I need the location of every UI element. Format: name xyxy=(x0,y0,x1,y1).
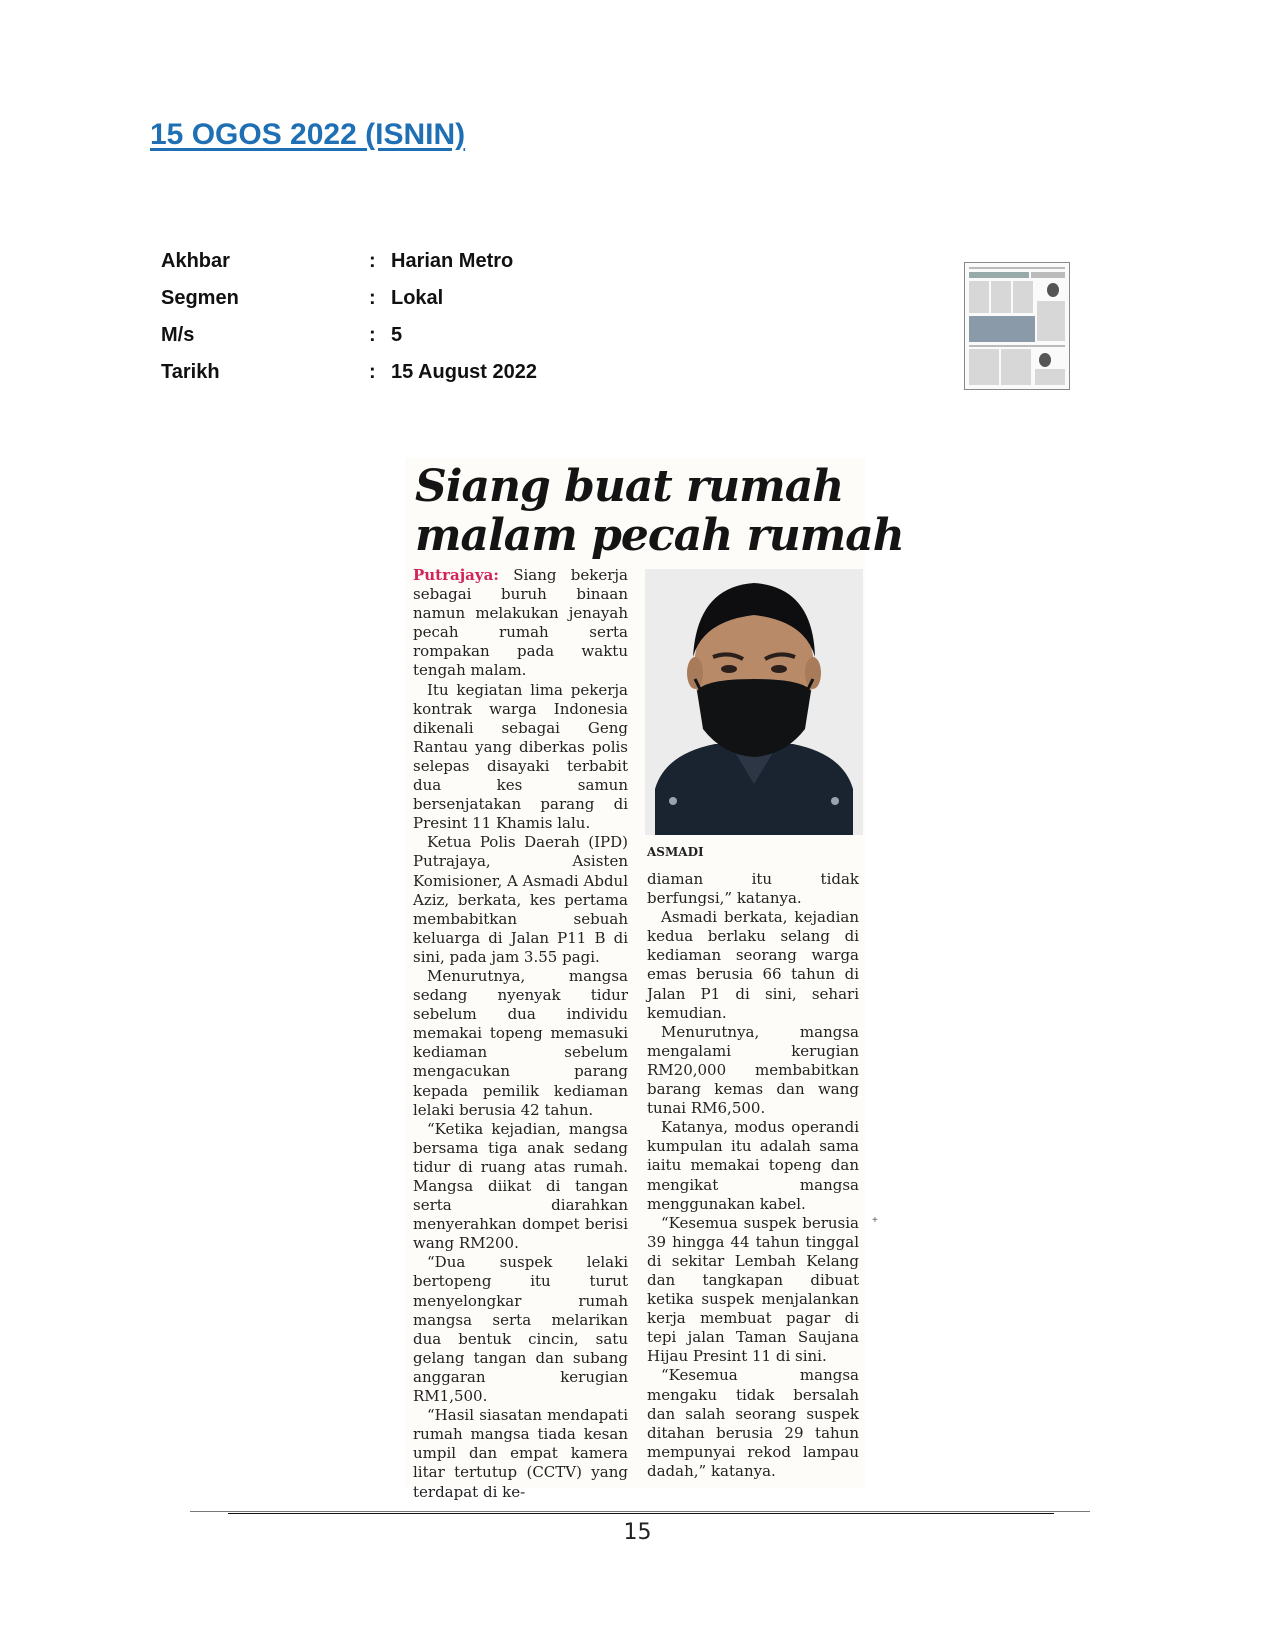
meta-label: Segmen xyxy=(161,287,239,309)
meta-label: Akhbar xyxy=(161,250,230,272)
newspaper-clipping xyxy=(405,458,904,1501)
footer-divider xyxy=(190,1511,1090,1512)
meta-separator: : xyxy=(369,324,376,346)
footer-divider-inner xyxy=(228,1513,1054,1514)
article-dateline: Putrajaya: xyxy=(413,566,499,584)
article-paragraph: Ketua Polis Daerah (IPD) Putrajaya, Asisten Komisioner, A Asmadi Abdul Aziz, berkata, kes pertama membabitkan sebuah keluarga di Jalan P11 B di sini, pada jam 3.55 pagi. xyxy=(413,833,628,966)
article-paragraph: Asmadi berkata, kejadian kedua berlaku selang di kediaman seorang warga emas berusia 66 tahun di Jalan P1 di sini, sehari kemudian. xyxy=(647,908,859,1022)
meta-row-tarikh xyxy=(161,361,537,398)
headline-line-2: malam pecah rumah xyxy=(415,510,904,561)
meta-row-akhbar xyxy=(161,250,537,287)
article-paragraph: Itu kegiatan lima pekerja kontrak warga Indonesia dikenali sebagai Geng Rantau yang diberkas polis selepas disayaki terbabit dua kes samun bersenjatakan parang di Presint 11 Khamis lalu. xyxy=(413,680,628,833)
page-date-heading: 15 OGOS 2022 (ISNIN) xyxy=(150,118,466,151)
article-paragraph: “Kesemua suspek berusia 39 hingga 44 tahun tinggal di sekitar Lembah Kelang dan tangkapan dibuat ketika suspek menjalankan kerja membuat pagar di tepi jalan Taman Saujana Hijau Presint 11 di sini. xyxy=(647,1213,859,1366)
meta-value: Lokal xyxy=(391,287,444,309)
meta-separator: : xyxy=(369,250,376,272)
crop-mark: + xyxy=(872,1215,878,1226)
article-column-left xyxy=(413,566,628,1502)
meta-value: Harian Metro xyxy=(391,250,514,272)
meta-value: 15 August 2022 xyxy=(391,361,537,383)
article-metadata xyxy=(161,250,537,398)
officer-photo xyxy=(645,569,863,835)
meta-label: M/s xyxy=(161,324,195,346)
article-paragraph: “Ketika kejadian, mangsa bersama tiga anak sedang tidur di ruang atas rumah. Mangsa diikat di tangan serta diarahkan menyerahkan dompet berisi wang RM200. xyxy=(413,1119,628,1253)
meta-separator: : xyxy=(369,361,376,383)
headline-line-1: Siang buat rumah xyxy=(415,461,844,512)
article-paragraph: diaman itu tidak berfungsi,” katanya. xyxy=(647,870,859,908)
article-paragraph: Menurutnya, mangsa sedang nyenyak tidur sebelum dua individu memakai topeng memasuki kediaman sebelum mengacukan parang kepada pemilik kediaman lelaki berusia 42 tahun. xyxy=(413,966,628,1119)
meta-separator: : xyxy=(369,287,376,309)
article-paragraph: “Hasil siasatan mendapati rumah mangsa tiada kesan umpil dan empat kamera litar tertutup (CCTV) yang terdapat di ke- xyxy=(413,1406,628,1501)
officer-portrait-image xyxy=(645,569,863,835)
page-number: 15 xyxy=(623,1520,652,1545)
article-paragraph: “Dua suspek lelaki bertopeng itu turut menyelongkar rumah mangsa serta melarikan dua bentuk cincin, satu gelang tangan dan subang anggaran kerugian RM1,500. xyxy=(413,1253,628,1406)
meta-label: Tarikh xyxy=(161,361,220,383)
meta-row-ms xyxy=(161,324,537,361)
article-paragraph: Katanya, modus operandi kumpulan itu adalah sama iaitu memakai topeng dan mengikat mangsa menggunakan kabel. xyxy=(647,1118,859,1213)
article-paragraph: “Kesemua mangsa mengaku tidak bersalah dan salah seorang suspek ditahan berusia 29 tahun mempunyai rekod lampau dadah,” katanya. xyxy=(647,1366,859,1480)
photo-caption: ASMADI xyxy=(647,845,704,859)
article-column-right xyxy=(647,870,859,1481)
newspaper-page-thumbnail xyxy=(964,262,1070,390)
article-paragraph: Putrajaya: Siang bekerja sebagai buruh binaan namun melakukan jenayah pecah rumah serta rompakan pada waktu tengah malam. xyxy=(413,566,628,680)
meta-value: 5 xyxy=(391,324,403,346)
article-headline xyxy=(415,462,904,560)
article-paragraph: Menurutnya, mangsa mengalami kerugian RM20,000 membabitkan barang kemas dan wang tunai RM6,500. xyxy=(647,1022,859,1118)
meta-row-segmen xyxy=(161,287,537,324)
